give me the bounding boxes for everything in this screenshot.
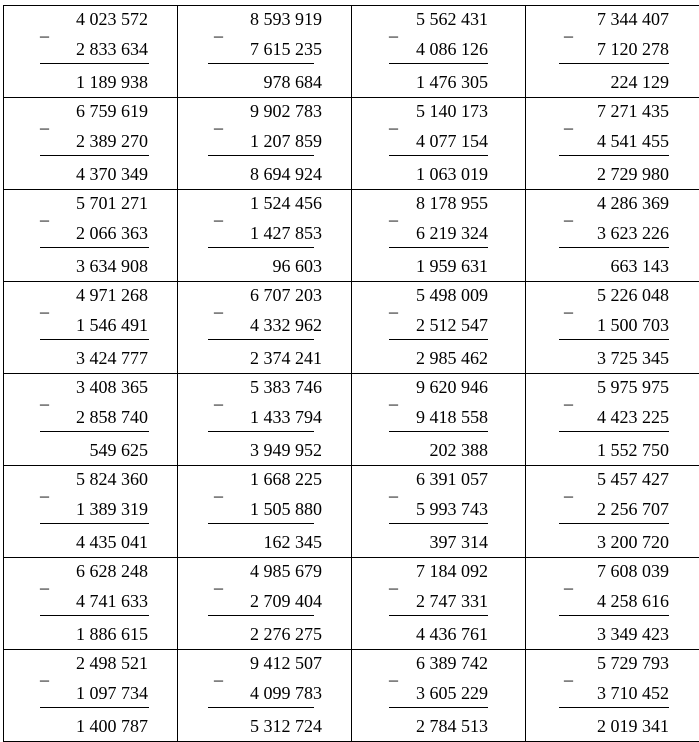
worksheet-row — [4, 190, 699, 282]
minuend: 3 408 365 — [76, 378, 148, 396]
minus-sign: _ — [214, 296, 223, 314]
problem-cell — [4, 650, 178, 742]
problem-cell — [352, 558, 526, 650]
answer-line — [208, 155, 314, 156]
difference: 549 625 — [90, 441, 149, 459]
difference: 1 189 938 — [76, 73, 148, 91]
minus-sign: _ — [564, 480, 573, 498]
answer-line — [40, 247, 149, 248]
minus-sign: _ — [389, 664, 398, 682]
problem-cell — [526, 558, 699, 650]
problem-cell — [526, 282, 699, 374]
answer-line — [559, 155, 669, 156]
minuend: 6 389 742 — [416, 654, 488, 672]
difference: 2 276 275 — [250, 625, 322, 643]
subtraction-problem — [4, 282, 177, 373]
answer-line — [389, 431, 488, 432]
answer-line — [389, 707, 488, 708]
difference: 2 019 341 — [597, 717, 669, 735]
difference: 3 200 720 — [597, 533, 669, 551]
answer-line — [208, 339, 314, 340]
subtrahend: 7 120 278 — [597, 40, 669, 58]
worksheet-row — [4, 466, 699, 558]
minus-sign: _ — [389, 296, 398, 314]
minuend: 5 140 173 — [416, 102, 488, 120]
problem-cell — [178, 282, 352, 374]
difference: 1 552 750 — [597, 441, 669, 459]
minus-sign: _ — [564, 20, 573, 38]
subtraction-problem — [352, 558, 525, 649]
subtraction-problem — [526, 466, 699, 557]
minuend: 9 902 783 — [250, 102, 322, 120]
subtrahend: 2 389 270 — [76, 132, 148, 150]
difference: 397 314 — [430, 533, 489, 551]
difference: 4 370 349 — [76, 165, 148, 183]
subtraction-problem — [526, 190, 699, 281]
subtrahend: 3 605 229 — [416, 684, 488, 702]
difference: 1 886 615 — [76, 625, 148, 643]
problem-cell — [178, 190, 352, 282]
minuend: 9 412 507 — [250, 654, 322, 672]
minuend: 7 184 092 — [416, 562, 488, 580]
subtrahend: 1 389 319 — [76, 500, 148, 518]
answer-line — [208, 63, 314, 64]
problem-cell — [526, 98, 699, 190]
subtrahend: 2 066 363 — [76, 224, 148, 242]
minuend: 5 498 009 — [416, 286, 488, 304]
subtraction-problem — [526, 558, 699, 649]
answer-line — [208, 431, 314, 432]
subtrahend: 4 423 225 — [597, 408, 669, 426]
answer-line — [208, 247, 314, 248]
minuend: 4 985 679 — [250, 562, 322, 580]
minuend: 9 620 946 — [416, 378, 488, 396]
difference: 3 949 952 — [250, 441, 322, 459]
subtrahend: 4 332 962 — [250, 316, 322, 334]
answer-line — [389, 247, 488, 248]
subtraction-worksheet — [3, 5, 699, 742]
difference: 8 694 924 — [250, 165, 322, 183]
minus-sign: _ — [214, 20, 223, 38]
problem-cell — [352, 98, 526, 190]
subtrahend: 4 541 455 — [597, 132, 669, 150]
minuend: 5 701 271 — [76, 194, 148, 212]
worksheet-row — [4, 6, 699, 98]
subtraction-problem — [178, 650, 351, 741]
minuend: 2 498 521 — [76, 654, 148, 672]
difference: 5 312 724 — [250, 717, 322, 735]
minuend: 5 729 793 — [597, 654, 669, 672]
minus-sign: _ — [40, 204, 49, 222]
subtraction-problem — [526, 98, 699, 189]
minus-sign: _ — [40, 388, 49, 406]
difference: 978 684 — [264, 73, 323, 91]
subtrahend: 1 500 703 — [597, 316, 669, 334]
minus-sign: _ — [40, 572, 49, 590]
answer-line — [208, 707, 314, 708]
subtraction-problem — [178, 6, 351, 97]
problem-cell — [4, 374, 178, 466]
minus-sign: _ — [40, 664, 49, 682]
subtraction-problem — [352, 650, 525, 741]
minus-sign: _ — [564, 572, 573, 590]
worksheet-row — [4, 558, 699, 650]
subtrahend: 3 623 226 — [597, 224, 669, 242]
difference: 1 063 019 — [416, 165, 488, 183]
subtraction-problem — [4, 558, 177, 649]
minuend: 5 226 048 — [597, 286, 669, 304]
difference: 224 129 — [611, 73, 670, 91]
minus-sign: _ — [389, 572, 398, 590]
difference: 3 424 777 — [76, 349, 148, 367]
subtraction-problem — [4, 6, 177, 97]
minus-sign: _ — [214, 388, 223, 406]
worksheet-row — [4, 98, 699, 190]
difference: 2 729 980 — [597, 165, 669, 183]
difference: 3 725 345 — [597, 349, 669, 367]
answer-line — [389, 615, 488, 616]
minus-sign: _ — [564, 664, 573, 682]
minus-sign: _ — [389, 204, 398, 222]
problem-cell — [4, 98, 178, 190]
minuend: 8 178 955 — [416, 194, 488, 212]
difference: 4 435 041 — [76, 533, 148, 551]
subtrahend: 2 858 740 — [76, 408, 148, 426]
minuend: 5 457 427 — [597, 470, 669, 488]
minuend: 5 562 431 — [416, 10, 488, 28]
problem-cell — [526, 6, 699, 98]
answer-line — [389, 523, 488, 524]
subtrahend: 4 258 616 — [597, 592, 669, 610]
difference: 202 388 — [430, 441, 489, 459]
subtrahend: 3 710 452 — [597, 684, 669, 702]
worksheet-row — [4, 374, 699, 466]
answer-line — [559, 247, 669, 248]
subtraction-problem — [178, 558, 351, 649]
subtrahend: 5 993 743 — [416, 500, 488, 518]
minuend: 8 593 919 — [250, 10, 322, 28]
subtrahend: 2 709 404 — [250, 592, 322, 610]
subtrahend: 2 512 547 — [416, 316, 488, 334]
minus-sign: _ — [389, 388, 398, 406]
minuend: 7 271 435 — [597, 102, 669, 120]
difference: 2 374 241 — [250, 349, 322, 367]
subtraction-problem — [352, 466, 525, 557]
difference: 162 345 — [264, 533, 323, 551]
subtrahend: 1 427 853 — [250, 224, 322, 242]
difference: 1 400 787 — [76, 717, 148, 735]
subtraction-problem — [4, 190, 177, 281]
problem-cell — [526, 374, 699, 466]
subtraction-problem — [4, 98, 177, 189]
answer-line — [559, 339, 669, 340]
difference: 1 959 631 — [416, 257, 488, 275]
minuend: 5 975 975 — [597, 378, 669, 396]
subtrahend: 4 077 154 — [416, 132, 488, 150]
minuend: 4 023 572 — [76, 10, 148, 28]
subtrahend: 9 418 558 — [416, 408, 488, 426]
minuend: 6 628 248 — [76, 562, 148, 580]
problem-cell — [526, 466, 699, 558]
subtrahend: 1 505 880 — [250, 500, 322, 518]
minus-sign: _ — [564, 112, 573, 130]
answer-line — [40, 707, 149, 708]
difference: 2 784 513 — [416, 717, 488, 735]
answer-line — [40, 431, 149, 432]
answer-line — [40, 339, 149, 340]
problem-cell — [4, 190, 178, 282]
difference: 4 436 761 — [416, 625, 488, 643]
subtrahend: 4 741 633 — [76, 592, 148, 610]
minus-sign: _ — [40, 480, 49, 498]
subtraction-problem — [4, 374, 177, 465]
subtrahend: 7 615 235 — [250, 40, 322, 58]
subtrahend: 4 099 783 — [250, 684, 322, 702]
problem-cell — [4, 6, 178, 98]
subtrahend: 2 747 331 — [416, 592, 488, 610]
answer-line — [389, 339, 488, 340]
subtrahend: 6 219 324 — [416, 224, 488, 242]
worksheet-row — [4, 282, 699, 374]
problem-cell — [352, 466, 526, 558]
minus-sign: _ — [564, 296, 573, 314]
subtraction-problem — [352, 282, 525, 373]
problem-cell — [352, 190, 526, 282]
answer-line — [40, 155, 149, 156]
worksheet-row — [4, 650, 699, 742]
difference: 1 476 305 — [416, 73, 488, 91]
subtrahend: 1 207 859 — [250, 132, 322, 150]
answer-line — [40, 523, 149, 524]
minus-sign: _ — [389, 20, 398, 38]
subtraction-problem — [178, 466, 351, 557]
minus-sign: _ — [214, 204, 223, 222]
minus-sign: _ — [389, 480, 398, 498]
minus-sign: _ — [214, 480, 223, 498]
problem-cell — [526, 650, 699, 742]
minus-sign: _ — [214, 572, 223, 590]
problem-cell — [4, 282, 178, 374]
subtraction-problem — [526, 282, 699, 373]
answer-line — [208, 615, 314, 616]
problem-cell — [178, 466, 352, 558]
minuend: 4 971 268 — [76, 286, 148, 304]
problem-cell — [178, 374, 352, 466]
difference: 2 985 462 — [416, 349, 488, 367]
minus-sign: _ — [564, 204, 573, 222]
minuend: 6 707 203 — [250, 286, 322, 304]
answer-line — [559, 431, 669, 432]
subtrahend: 1 097 734 — [76, 684, 148, 702]
minuend: 7 344 407 — [597, 10, 669, 28]
subtraction-problem — [526, 650, 699, 741]
minuend: 1 668 225 — [250, 470, 322, 488]
problem-cell — [178, 558, 352, 650]
subtrahend: 1 433 794 — [250, 408, 322, 426]
minus-sign: _ — [40, 20, 49, 38]
answer-line — [559, 523, 669, 524]
answer-line — [559, 707, 669, 708]
minuend: 7 608 039 — [597, 562, 669, 580]
subtrahend: 4 086 126 — [416, 40, 488, 58]
subtraction-problem — [352, 190, 525, 281]
minuend: 4 286 369 — [597, 194, 669, 212]
problem-cell — [178, 650, 352, 742]
problem-cell — [178, 6, 352, 98]
subtrahend: 2 833 634 — [76, 40, 148, 58]
subtrahend: 1 546 491 — [76, 316, 148, 334]
minus-sign: _ — [40, 296, 49, 314]
subtraction-problem — [178, 190, 351, 281]
subtraction-problem — [4, 650, 177, 741]
minuend: 1 524 456 — [250, 194, 322, 212]
answer-line — [208, 523, 314, 524]
subtrahend: 2 256 707 — [597, 500, 669, 518]
subtraction-problem — [178, 282, 351, 373]
minuend: 6 759 619 — [76, 102, 148, 120]
minus-sign: _ — [214, 664, 223, 682]
minus-sign: _ — [214, 112, 223, 130]
subtraction-problem — [4, 466, 177, 557]
answer-line — [40, 63, 149, 64]
problem-cell — [526, 190, 699, 282]
problem-cell — [352, 650, 526, 742]
answer-line — [559, 63, 669, 64]
problem-cell — [352, 282, 526, 374]
problem-cell — [178, 98, 352, 190]
minuend: 5 383 746 — [250, 378, 322, 396]
minus-sign: _ — [564, 388, 573, 406]
subtraction-problem — [352, 374, 525, 465]
minus-sign: _ — [40, 112, 49, 130]
problem-cell — [4, 558, 178, 650]
subtraction-problem — [352, 6, 525, 97]
difference: 3 349 423 — [597, 625, 669, 643]
minuend: 6 391 057 — [416, 470, 488, 488]
difference: 96 603 — [273, 257, 323, 275]
answer-line — [40, 615, 149, 616]
subtraction-problem — [352, 98, 525, 189]
worksheet-body — [4, 6, 699, 742]
minus-sign: _ — [389, 112, 398, 130]
minuend: 5 824 360 — [76, 470, 148, 488]
problem-cell — [352, 6, 526, 98]
subtraction-problem — [178, 98, 351, 189]
answer-line — [389, 63, 488, 64]
answer-line — [559, 615, 669, 616]
subtraction-problem — [178, 374, 351, 465]
difference: 663 143 — [611, 257, 670, 275]
subtraction-problem — [526, 374, 699, 465]
subtraction-problem — [526, 6, 699, 97]
difference: 3 634 908 — [76, 257, 148, 275]
problem-cell — [352, 374, 526, 466]
problem-cell — [4, 466, 178, 558]
answer-line — [389, 155, 488, 156]
